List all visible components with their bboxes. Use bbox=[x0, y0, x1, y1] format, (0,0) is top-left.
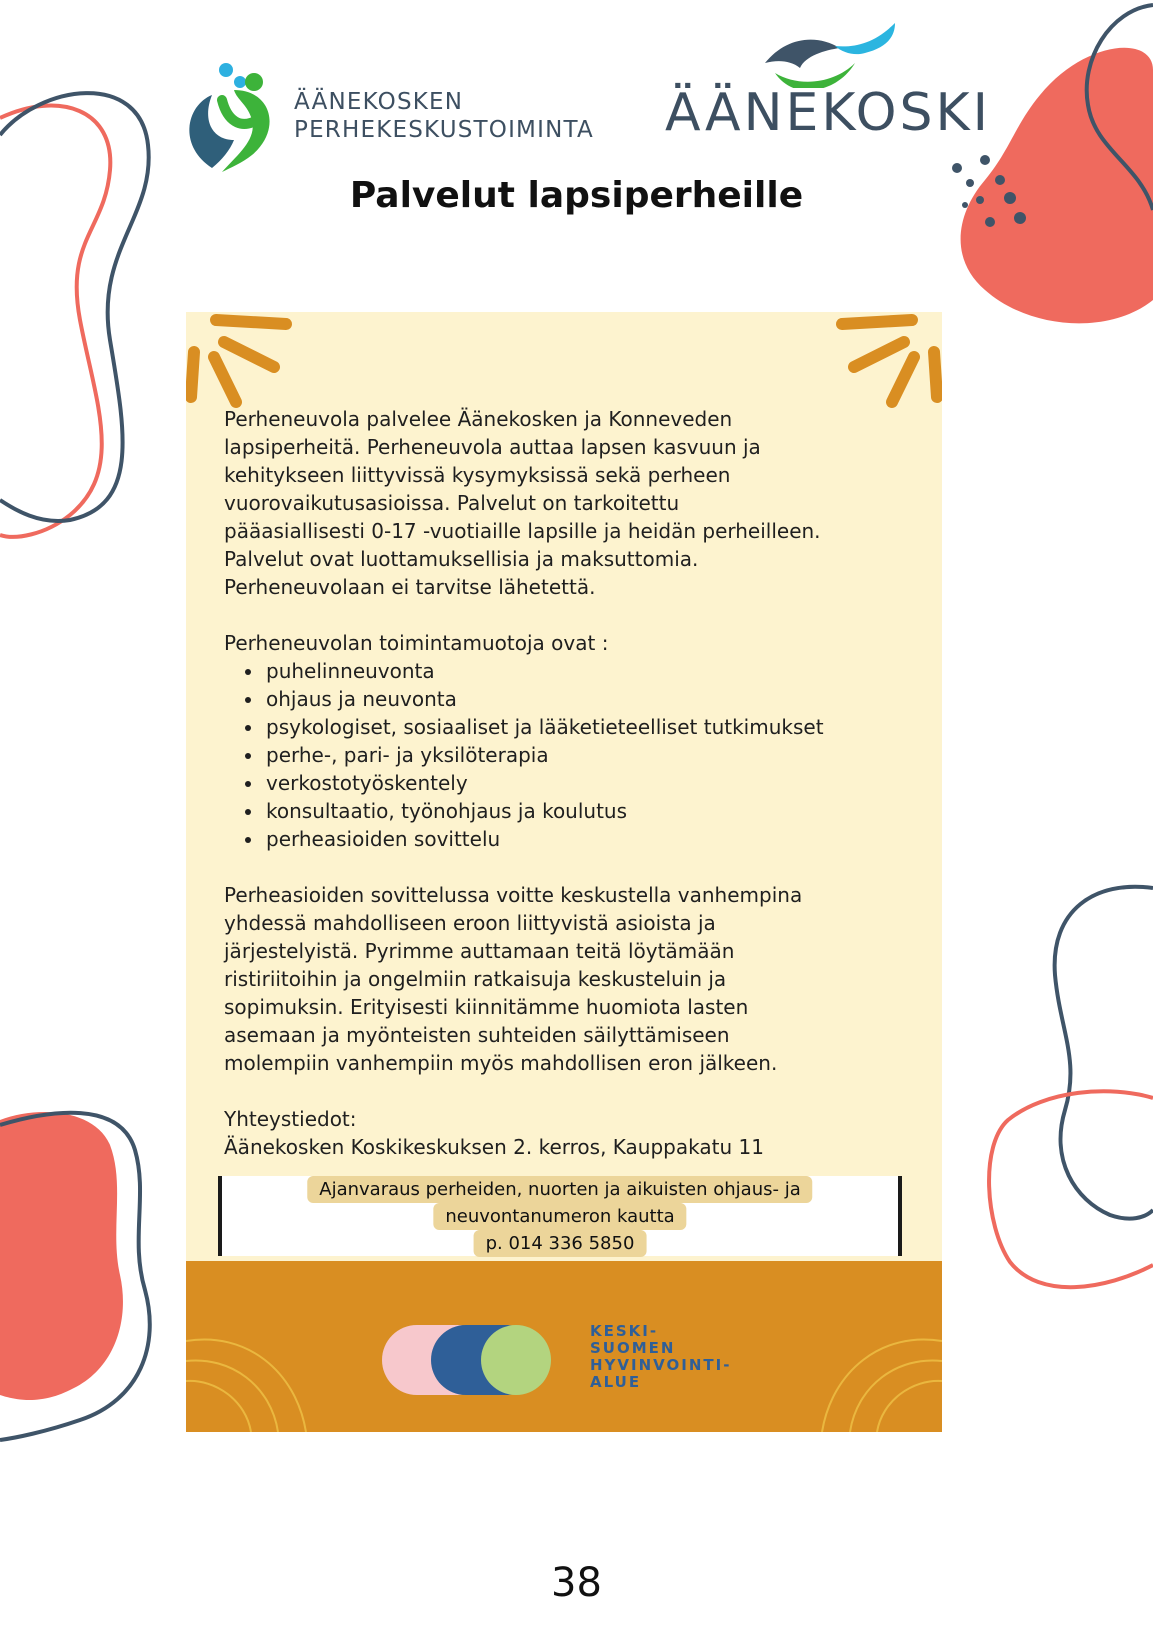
service-item: • psykologiset, sosiaaliset ja lääketieteelliset tutkimukset bbox=[264, 713, 924, 741]
intro-line: Palvelut ovat luottamuksellisia ja maksuttomia. bbox=[224, 547, 699, 571]
mediation-line: järjestelyistä. Pyrimme auttamaan teitä löytämään bbox=[224, 939, 735, 963]
poster-text bbox=[224, 405, 924, 1161]
logo-word: HYVINVOINTI- bbox=[590, 1356, 732, 1374]
service-item: • konsultaatio, työnohjaus ja koulutus bbox=[264, 797, 924, 825]
mediation-line: sopimuksin. Erityisesti kiinnitämme huomiota lasten bbox=[224, 995, 749, 1019]
hyvinvointialue-logo-text bbox=[590, 1323, 731, 1391]
family-heart-icon bbox=[182, 60, 282, 172]
slate-curve-right bbox=[1055, 887, 1153, 1219]
perheneuvola-poster bbox=[186, 312, 942, 1432]
coral-curve-right bbox=[989, 1091, 1153, 1287]
perhekeskus-logo-text bbox=[294, 88, 594, 144]
services-heading: Perheneuvolan toimintamuotoja ovat : bbox=[224, 631, 609, 655]
mediation-line: molempiin vanhempiin myös mahdollisen eron jälkeen. bbox=[224, 1051, 778, 1075]
poster-footer bbox=[186, 1261, 942, 1432]
coral-blob-bottom-left bbox=[0, 1112, 123, 1400]
booking-bar-right bbox=[898, 1176, 902, 1256]
intro-line: kehitykseen liittyvissä kysymyksissä sekä perheen bbox=[224, 463, 731, 487]
logo-line-2: PERHEKESKUSTOIMINTA bbox=[294, 117, 594, 143]
booking-line: Ajanvaraus perheiden, nuorten ja aikuisten ohjaus- ja bbox=[307, 1176, 812, 1203]
page-title: Palvelut lapsiperheille bbox=[349, 175, 804, 216]
booking-line: neuvontanumeron kautta bbox=[433, 1203, 686, 1230]
logo-word: ALUE bbox=[590, 1373, 642, 1391]
service-item: • perhe-, pari- ja yksilöterapia bbox=[264, 741, 924, 769]
intro-line: pääasiallisesti 0-17 -vuotiaille lapsille ja heidän perheilleen. bbox=[224, 519, 821, 543]
intro-line: lapsiperheitä. Perheneuvola auttaa lapsen kasvuun ja bbox=[224, 435, 761, 459]
intro-line: Perheneuvolaan ei tarvitse lähetettä. bbox=[224, 575, 596, 599]
perhekeskus-logo bbox=[182, 60, 602, 172]
intro-line: vuorovaikutusasioissa. Palvelut on tarkoitettu bbox=[224, 491, 680, 515]
logo-line-1: ÄÄNEKOSKEN bbox=[294, 89, 464, 115]
service-item: • verkostotyöskentely bbox=[264, 769, 924, 797]
footer-graphics bbox=[186, 1261, 942, 1432]
coral-curve-top-left bbox=[0, 106, 110, 537]
aanekoski-logo-text: ÄÄNEKOSKI bbox=[665, 83, 991, 143]
bird-swoosh-icon bbox=[745, 18, 965, 88]
page-number: 38 bbox=[551, 1560, 602, 1606]
contact-address: Äänekosken Koskikeskuksen 2. kerros, Kauppakatu 11 bbox=[224, 1135, 764, 1159]
contact-info bbox=[224, 1105, 924, 1161]
logo-word: KESKI- bbox=[590, 1322, 659, 1340]
slate-curve-top-left bbox=[0, 93, 149, 521]
mediation-line: Perheasioiden sovittelussa voitte keskustella vanhempina bbox=[224, 883, 803, 907]
service-item: • ohjaus ja neuvonta bbox=[264, 685, 924, 713]
mediation-paragraph bbox=[224, 881, 924, 1077]
booking-box bbox=[218, 1176, 902, 1256]
mediation-line: ristiriitoihin ja ongelmiin ratkaisuja keskusteluin ja bbox=[224, 967, 727, 991]
service-item: • perheasioiden sovittelu bbox=[264, 825, 924, 853]
logo-word: SUOMEN bbox=[590, 1339, 676, 1357]
booking-bar-left bbox=[218, 1176, 222, 1256]
service-item: • puhelinneuvonta bbox=[264, 657, 924, 685]
booking-phone: p. 014 336 5850 bbox=[474, 1230, 647, 1257]
mediation-line: asemaan ja myönteisten suhteiden säilyttämiseen bbox=[224, 1023, 730, 1047]
hyvinvointialue-logo-mark bbox=[382, 1325, 551, 1395]
aanekoski-logo bbox=[665, 18, 991, 148]
mediation-line: yhdessä mahdolliseen eroon liittyvistä asioista ja bbox=[224, 911, 716, 935]
contact-heading: Yhteystiedot: bbox=[224, 1107, 357, 1131]
services-list bbox=[224, 657, 924, 853]
sun-rays-decoration bbox=[186, 312, 942, 412]
intro-line: Perheneuvola palvelee Äänekosken ja Konneveden bbox=[224, 407, 733, 431]
intro-paragraph bbox=[224, 405, 924, 601]
